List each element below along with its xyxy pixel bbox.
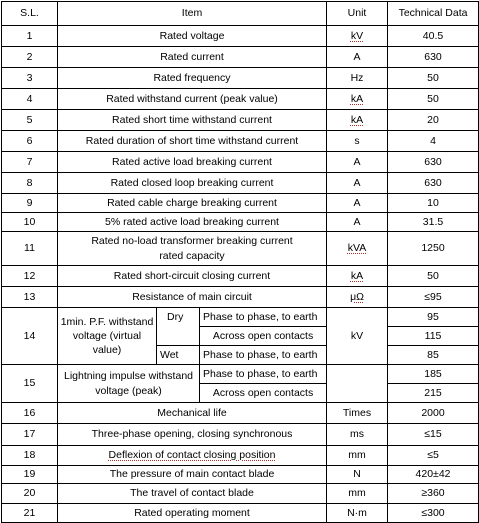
pf-dry-label: Dry	[157, 308, 200, 346]
row-value: 31.5	[388, 213, 479, 232]
table-row	[2, 266, 479, 287]
row-sl: 14	[2, 308, 58, 365]
row-item: Rated voltage	[58, 26, 327, 47]
pf-dry-across-label: Across open contacts	[200, 327, 327, 346]
row-item: Rated short time withstand current	[58, 110, 327, 131]
row-item: Rated closed loop breaking current	[58, 173, 327, 194]
row-sl: 9	[2, 194, 58, 213]
row-unit: A	[327, 47, 388, 68]
table-row	[2, 287, 479, 308]
pf-wet-phase-label: Phase to phase, to earth	[200, 346, 327, 365]
row-sl: 2	[2, 47, 58, 68]
row-unit: A	[327, 194, 388, 213]
unit-text: kV	[350, 29, 364, 42]
table-row	[2, 446, 479, 466]
row-item: Rated frequency	[58, 68, 327, 89]
table-row	[2, 26, 479, 47]
table-row	[2, 68, 479, 89]
row-unit: Hz	[327, 68, 388, 89]
row-sl: 12	[2, 266, 58, 287]
row-unit: Times	[327, 403, 388, 424]
row-unit: A	[327, 213, 388, 232]
row-sl: 17	[2, 424, 58, 446]
pf-row-dry-phase	[2, 308, 479, 327]
row-value: 10	[388, 194, 479, 213]
row-item: The pressure of main contact blade	[58, 466, 327, 484]
row-sl: 11	[2, 232, 58, 266]
table-row	[2, 89, 479, 110]
table-row	[2, 131, 479, 152]
row-sl: 19	[2, 466, 58, 484]
row-value: 420±42	[388, 466, 479, 484]
row-item-text: Deflexion of contact closing position	[108, 449, 276, 462]
table-row	[2, 232, 479, 266]
row-item: Rated cable charge breaking current	[58, 194, 327, 213]
table-row	[2, 403, 479, 424]
pf-dry-phase-value: 95	[388, 308, 479, 327]
li-phase-value: 185	[388, 365, 479, 384]
row-item: Resistance of main circuit	[58, 287, 327, 308]
row-item: Rated duration of short time withstand current	[58, 131, 327, 152]
pf-wet-label: Wet	[157, 346, 200, 365]
row-value: 2000	[388, 403, 479, 424]
row-value: ≤15	[388, 424, 479, 446]
row-sl: 16	[2, 403, 58, 424]
row-sl: 21	[2, 504, 58, 523]
table-row	[2, 110, 479, 131]
row-unit	[327, 26, 388, 47]
table-row	[2, 484, 479, 504]
row-sl: 1	[2, 26, 58, 47]
row-item: Three-phase opening, closing synchronous	[58, 424, 327, 446]
table-row	[2, 466, 479, 484]
header-row	[2, 2, 479, 26]
table-row	[2, 504, 479, 523]
row-unit: s	[327, 131, 388, 152]
row-value: ≤95	[388, 287, 479, 308]
row-sl: 20	[2, 484, 58, 504]
row-item: The travel of contact blade	[58, 484, 327, 504]
unit-text: kA	[350, 269, 364, 282]
pf-unit: kV	[327, 308, 388, 365]
row-unit	[327, 266, 388, 287]
table-row	[2, 47, 479, 68]
row-value: ≥360	[388, 484, 479, 504]
row-unit: mm	[327, 446, 388, 466]
unit-text: μΩ	[350, 290, 364, 303]
unit-text: kA	[350, 113, 364, 126]
header-data: Technical Data	[388, 2, 479, 26]
row-value: 630	[388, 47, 479, 68]
row-value: 630	[388, 173, 479, 194]
row-value: ≤300	[388, 504, 479, 523]
table-row	[2, 424, 479, 446]
row-sl: 5	[2, 110, 58, 131]
row-value: 50	[388, 89, 479, 110]
row-unit: A	[327, 173, 388, 194]
header-item: Item	[58, 2, 327, 26]
table-row	[2, 173, 479, 194]
row-sl: 18	[2, 446, 58, 466]
pf-wet-phase-value: 85	[388, 346, 479, 365]
row-sl: 7	[2, 152, 58, 173]
li-phase-label: Phase to phase, to earth	[200, 365, 327, 384]
row-sl: 13	[2, 287, 58, 308]
row-item: Rated withstand current (peak value)	[58, 89, 327, 110]
row-unit	[327, 287, 388, 308]
row-item: Rated no-load transformer breaking current rated capacity	[58, 232, 327, 266]
table-row	[2, 152, 479, 173]
li-across-value: 215	[388, 384, 479, 403]
row-sl: 4	[2, 89, 58, 110]
li-row-phase	[2, 365, 479, 384]
technical-data-table	[1, 1, 479, 523]
row-item: 5% rated active load breaking current	[58, 213, 327, 232]
row-item	[58, 446, 327, 466]
row-value: ≤5	[388, 446, 479, 466]
li-label: Lightning impulse withstand voltage (peak)	[58, 365, 200, 403]
pf-label: 1min. P.F. withstand voltage (virtual value)	[58, 308, 157, 365]
header-unit: Unit	[327, 2, 388, 26]
row-unit	[327, 89, 388, 110]
row-sl: 6	[2, 131, 58, 152]
row-unit: N	[327, 466, 388, 484]
unit-text: kA	[350, 92, 364, 105]
row-item: Rated active load breaking current	[58, 152, 327, 173]
row-value: 1250	[388, 232, 479, 266]
row-unit: mm	[327, 484, 388, 504]
row-sl: 10	[2, 213, 58, 232]
table-row	[2, 194, 479, 213]
li-across-label: Across open contacts	[200, 384, 327, 403]
row-value: 40.5	[388, 26, 479, 47]
row-unit: ms	[327, 424, 388, 446]
row-item: Rated short-circuit closing current	[58, 266, 327, 287]
row-value: 50	[388, 266, 479, 287]
row-unit: A	[327, 152, 388, 173]
row-sl: 8	[2, 173, 58, 194]
row-value: 4	[388, 131, 479, 152]
row-sl: 15	[2, 365, 58, 403]
unit-text: kVA	[347, 242, 367, 255]
header-sl: S.L.	[2, 2, 58, 26]
row-unit: N·m	[327, 504, 388, 523]
row-value: 20	[388, 110, 479, 131]
pf-dry-across-value: 115	[388, 327, 479, 346]
row-sl: 3	[2, 68, 58, 89]
row-unit	[327, 232, 388, 266]
li-unit	[327, 365, 388, 403]
pf-dry-phase-label: Phase to phase, to earth	[200, 308, 327, 327]
row-value: 630	[388, 152, 479, 173]
row-unit	[327, 110, 388, 131]
row-item: Rated operating moment	[58, 504, 327, 523]
table-row	[2, 213, 479, 232]
row-item: Mechanical life	[58, 403, 327, 424]
row-item: Rated current	[58, 47, 327, 68]
row-value: 50	[388, 68, 479, 89]
